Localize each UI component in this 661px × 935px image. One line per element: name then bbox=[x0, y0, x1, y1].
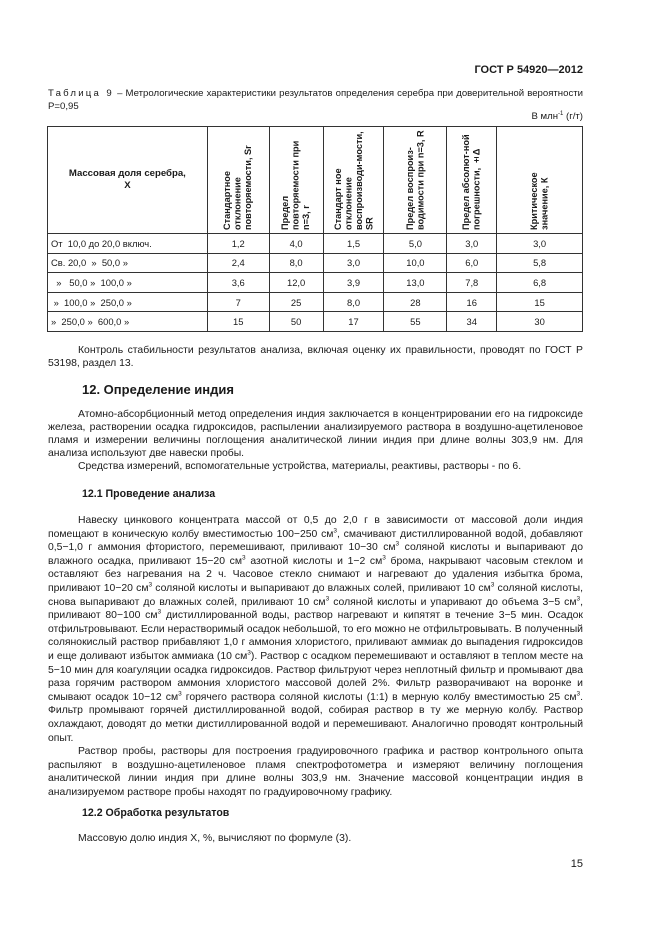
table-cell: 13,0 bbox=[384, 273, 447, 293]
column-header-text: Предел повторяемости при n=3, r bbox=[280, 140, 312, 230]
column-header bbox=[497, 127, 583, 234]
table-cell: 5,0 bbox=[384, 234, 447, 254]
table-units bbox=[531, 111, 583, 122]
table-cell: 1,5 bbox=[323, 234, 384, 254]
paragraph-text: Массовую долю индия Х, %, вычисляют по формуле (3). bbox=[78, 833, 352, 844]
column-header-text: Критическое значение, К bbox=[529, 172, 550, 230]
table-cell: 50 bbox=[269, 312, 323, 332]
column-header-text: Предел абсолют-ной погрешности, ±Δ bbox=[461, 134, 482, 230]
table-cell: 6,8 bbox=[497, 273, 583, 293]
procedure-paragraphs bbox=[48, 514, 583, 799]
column-header-line1: Массовая доля серебра, bbox=[68, 168, 186, 179]
paragraph-text: Контроль стабильности результатов анализа, включая оценку их правильности, проводят по ГОСТ Р 53198, раздел 13. bbox=[48, 345, 583, 370]
table-cell: 3,9 bbox=[323, 273, 384, 293]
column-header bbox=[447, 127, 497, 234]
column-header-mass-fraction bbox=[48, 127, 208, 234]
table-cell: 17 bbox=[323, 312, 384, 332]
table-cell: 8,0 bbox=[323, 292, 384, 312]
column-header bbox=[323, 127, 384, 234]
table-cell: 30 bbox=[497, 312, 583, 332]
table-cell: 12,0 bbox=[269, 273, 323, 293]
procedure-paragraph: Навеску цинкового концентрата массой от 0,5 до 2,0 г в зависимости от массовой доли индия помещают в коническую колбу вместимостью 100−250 $см^3$, смачивают дистиллированной водой, добавляют 0,5−1,0 г аммония фтористого, перемешивают, приливают 10−30 $см^3$ соляной кислоты и выпаривают до влажного осадка, приливают 15−20 $см^3$ азотной кислоты и 1−2 $см^3$ брома, накрывают часовым стеклом и оставляют без нагревания на 2 ч. Часовое стекло снимают и нагревают до удаления избытка брома, приливают 10−20 $см^3$ соляной кислоты и выпаривают до влажных солей, приливают 10 $см^3$ соляной кислоты, снова выпаривают до влажных солей, приливают 10 $см^3$ соляной кислоты и упаривают до объема 3−5 $см^3$, приливают 80−100 $см^3$ дистиллированной воды, раствор нагревают и кипятят в течение 3−5 мин. Осадок отфильтровывают. Если нерастворимый осадок небольшой, то его можно не отфильтровывать. В полученный солянокислый раствор прибавляют 1,0 г аммония хлористого, приливают аммиак до выпадения гидроксидов и еще доливают избыток аммиака (10 $см^3$). Раствор с осадком перемешивают и оставляют в теплом месте на 5−10 мин для коагуляции осадка гидроксидов. Раствор фильтруют через неплотный фильтр и промывают два раза горячим раствором аммония хлористого массовой долей 2%. Фильтр разворачивают на воронке и смывают осадок 10−12 $см^3$ горячего раствора соляной кислоты (1:1) в мерную колбу вместимостью 25 $см^3$. Фильтр промывают горячей дистиллированной водой, собирая раствор в ту же мерную колбу. Раствор охлаждают, доводят до метки дистиллированной водой и перемешивают. Аналогично проводят контрольный опыт. bbox=[48, 515, 584, 744]
table-cell: 1,2 bbox=[207, 234, 269, 254]
table-row bbox=[48, 312, 583, 332]
row-label: » 50,0 » 100,0 » bbox=[48, 273, 208, 293]
paragraph-text: Атомно-абсорбционный метод определения индия заключается в концентрировании его на гидроксиде железа, растворении осадка гидроксидов, распылении анализируемого раствора в воздушно-ацетиленовое пламя и измерении величины поглощения аналитической линии индия при длине волны 303,9 нм. Для анализа используют две навески пробы. bbox=[48, 409, 583, 460]
table-cell: 3,0 bbox=[323, 253, 384, 273]
section-12-heading: 12. Определение индия bbox=[82, 382, 234, 397]
table-cell: 7 bbox=[207, 292, 269, 312]
table-caption-text: – Метрологические характеристики результатов определения серебра при доверительной вероятности Р=0,95 bbox=[48, 88, 583, 112]
column-header bbox=[384, 127, 447, 234]
spray-paragraph: Раствор пробы, растворы для построения градуировочного графика и раствор контрольного опыта распыляют в воздушно-ацетиленовое пламя спектрофотометра и измеряют величину поглощения аналитической линии индия при длине волны 303,9 нм. Значение массовой концентрации индия в анализируемом растворе пробы находят по градуировочному графику. bbox=[48, 746, 583, 798]
table-cell: 15 bbox=[497, 292, 583, 312]
table-cell: 4,0 bbox=[269, 234, 323, 254]
document-id-header: ГОСТ Р 54920—2012 bbox=[474, 64, 583, 76]
page-number: 15 bbox=[570, 858, 583, 870]
column-header-text: Стандарт ное отклонение воспроизводи-мости, SR bbox=[332, 131, 375, 230]
table-row bbox=[48, 292, 583, 312]
table-cell: 8,0 bbox=[269, 253, 323, 273]
table-cell: 2,4 bbox=[207, 253, 269, 273]
table-cell: 55 bbox=[384, 312, 447, 332]
metrology-table bbox=[47, 126, 583, 332]
table-cell: 25 bbox=[269, 292, 323, 312]
table-cell: 3,0 bbox=[497, 234, 583, 254]
section-12-2-heading: 12.2 Обработка результатов bbox=[82, 807, 230, 819]
table-row bbox=[48, 234, 583, 254]
table-cell: 34 bbox=[447, 312, 497, 332]
row-label: » 250,0 » 600,0 » bbox=[48, 312, 208, 332]
method-paragraphs bbox=[48, 408, 583, 473]
row-label: » 100,0 » 250,0 » bbox=[48, 292, 208, 312]
column-header-text: Предел воспроиз-водимости при n=3, R bbox=[404, 130, 426, 230]
table-caption bbox=[48, 87, 583, 113]
table-cell: 16 bbox=[447, 292, 497, 312]
units-tail: (г/т) bbox=[563, 111, 583, 122]
table-cell: 28 bbox=[384, 292, 447, 312]
table-cell: 5,8 bbox=[497, 253, 583, 273]
table-cell: 7,8 bbox=[447, 273, 497, 293]
table-cell: 3,6 bbox=[207, 273, 269, 293]
units-sup: -1 bbox=[558, 110, 564, 117]
table-cell: 6,0 bbox=[447, 253, 497, 273]
table-cell: 3,0 bbox=[447, 234, 497, 254]
table-cell: 10,0 bbox=[384, 253, 447, 273]
table-row bbox=[48, 273, 583, 293]
table-row bbox=[48, 253, 583, 273]
column-header bbox=[269, 127, 323, 234]
section-12-1-heading: 12.1 Проведение анализа bbox=[82, 488, 216, 500]
units-label: В млн bbox=[531, 111, 559, 122]
row-label: От 10,0 до 20,0 включ. bbox=[48, 234, 208, 254]
control-paragraph bbox=[48, 344, 583, 370]
paragraph-text: Средства измерений, вспомогательные устройства, материалы, реактивы, растворы - по 6. bbox=[78, 461, 522, 473]
table-caption-label: Таблица 9 bbox=[48, 88, 114, 99]
column-header bbox=[207, 127, 269, 234]
column-header-line2: Х bbox=[124, 180, 131, 191]
table-header-row bbox=[48, 127, 583, 234]
formula-paragraph bbox=[48, 832, 583, 845]
row-label: Св. 20,0 » 50,0 » bbox=[48, 253, 208, 273]
table-cell: 15 bbox=[207, 312, 269, 332]
column-header-text: Стандартное отклонение повторяемости, Sr bbox=[222, 145, 254, 230]
